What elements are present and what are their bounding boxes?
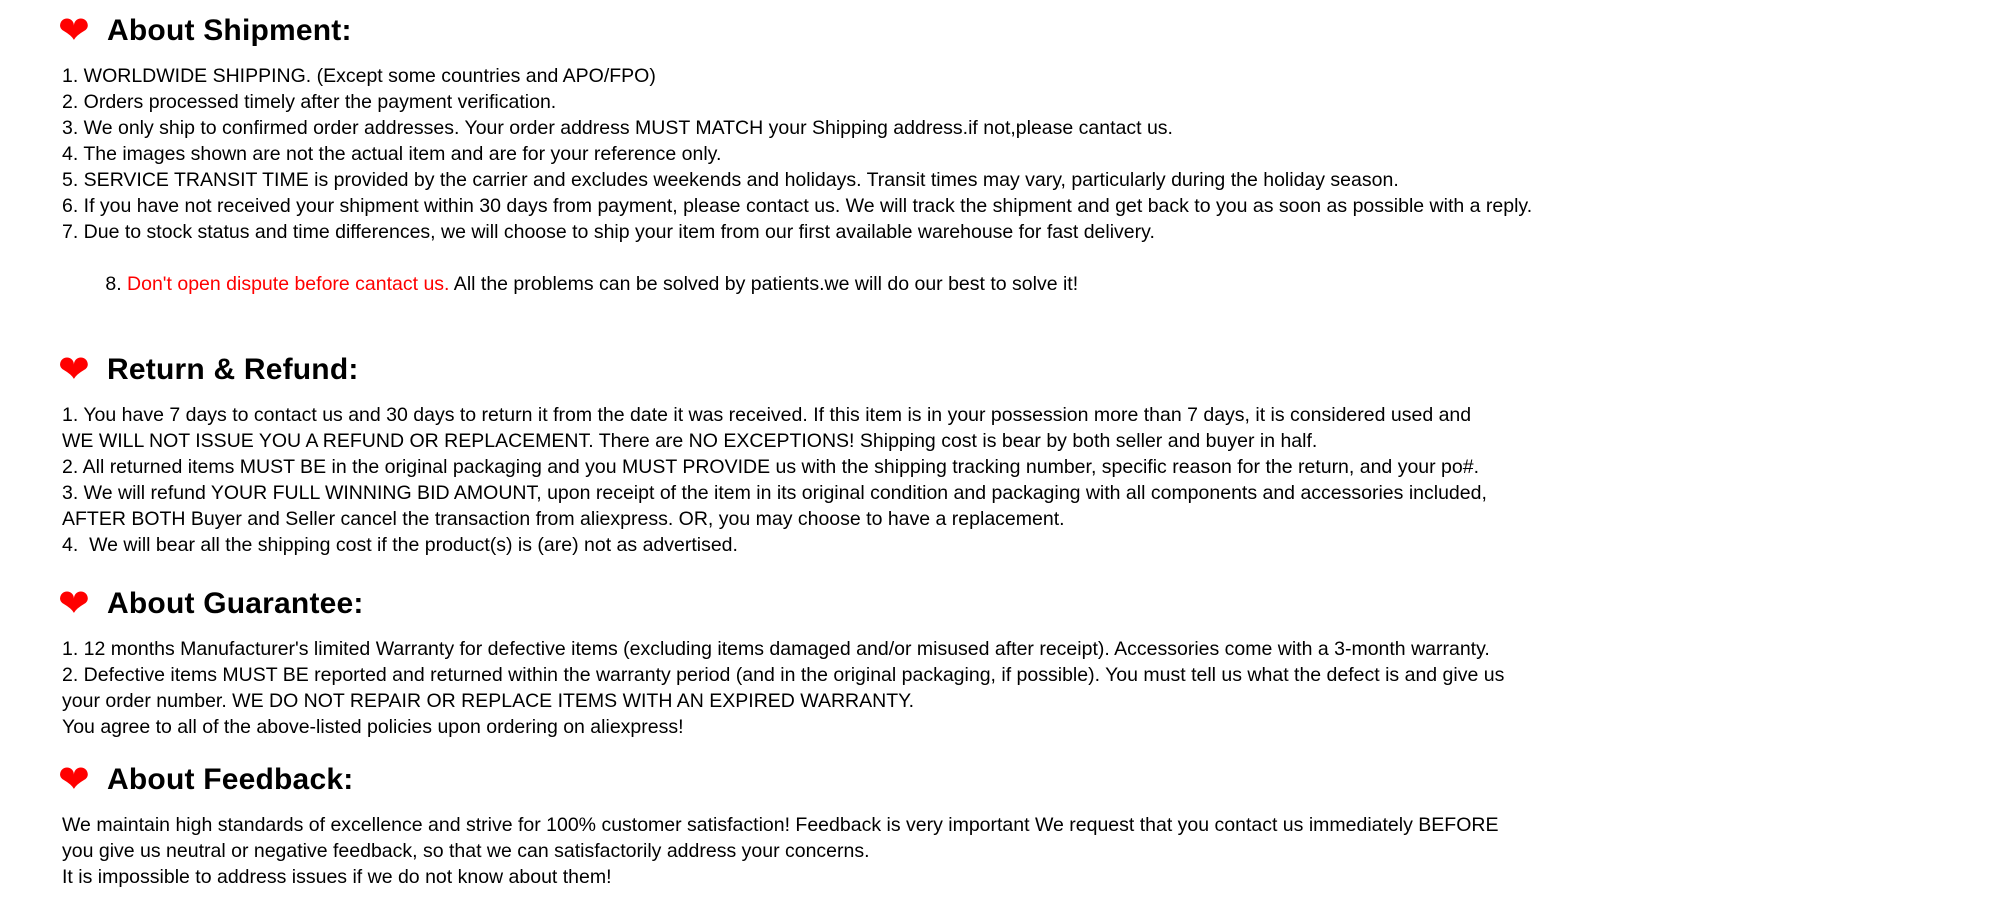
policy-line: 4. The images shown are not the actual item and are for your reference only. bbox=[62, 143, 722, 165]
heart-icon: ❤ bbox=[58, 8, 91, 52]
policy-line: 6. If you have not received your shipment within 30 days from payment, please contact us. We will track the shipment and get back to you as soon as possible with a reply. bbox=[62, 195, 1533, 217]
section-about-feedback bbox=[58, 757, 2000, 890]
policy-line: 2. Defective items MUST BE reported and returned within the warranty period (and in the original packaging, if possible). You must tell us what the defect is and give us bbox=[62, 664, 1505, 686]
policy-line-dispute-warning bbox=[62, 245, 2000, 323]
section-heading-guarantee bbox=[58, 581, 2000, 625]
policy-line: you give us neutral or negative feedback, so that we can satisfactorily address your concerns. bbox=[62, 840, 870, 862]
policy-line: 3. We will refund YOUR FULL WINNING BID AMOUNT, upon receipt of the item in its original condition and packaging with all components and accessories included, bbox=[62, 482, 1487, 504]
policy-line: 2. Orders processed timely after the payment verification. bbox=[62, 91, 557, 113]
policy-line: 5. SERVICE TRANSIT TIME is provided by the carrier and excludes weekends and holidays. Transit times may vary, particularly during the holiday season. bbox=[62, 169, 1399, 191]
policy-line: 1. WORLDWIDE SHIPPING. (Except some countries and APO/FPO) bbox=[62, 65, 656, 87]
policy-line: 4. We will bear all the shipping cost if the product(s) is (are) not as advertised. bbox=[62, 534, 738, 556]
section-about-guarantee bbox=[58, 581, 2000, 740]
policy-line: It is impossible to address issues if we do not know about them! bbox=[62, 866, 612, 888]
section-heading-shipment bbox=[58, 8, 2000, 52]
section-title: About Shipment: bbox=[107, 14, 352, 47]
section-title: Return & Refund: bbox=[107, 353, 359, 386]
feedback-lines bbox=[62, 812, 2000, 890]
shipment-lines bbox=[62, 63, 2000, 323]
dispute-warning-black-text: All the problems can be solved by patients.we will do our best to solve it! bbox=[449, 273, 1079, 295]
section-about-shipment bbox=[58, 8, 2000, 323]
heart-icon: ❤ bbox=[58, 347, 91, 391]
policy-line: your order number. WE DO NOT REPAIR OR REPLACE ITEMS WITH AN EXPIRED WARRANTY. bbox=[62, 690, 915, 712]
heart-icon: ❤ bbox=[58, 757, 91, 801]
line-number: 8. bbox=[105, 273, 128, 295]
policy-line: AFTER BOTH Buyer and Seller cancel the transaction from aliexpress. OR, you may choose to have a replacement. bbox=[62, 508, 1065, 530]
policy-line: 1. 12 months Manufacturer's limited Warranty for defective items (excluding items damaged and/or misused after receipt). Accessories come with a 3-month warranty. bbox=[62, 638, 1490, 660]
return-refund-lines bbox=[62, 402, 2000, 558]
guarantee-lines bbox=[62, 636, 2000, 740]
section-return-refund bbox=[58, 347, 2000, 558]
policy-line: We maintain high standards of excellence and strive for 100% customer satisfaction! Feedback is very important We request that you contact us immediately BEFORE bbox=[62, 814, 1499, 836]
dispute-warning-red-text: Don't open dispute before cantact us. bbox=[127, 273, 450, 295]
policy-line: 3. We only ship to confirmed order addresses. Your order address MUST MATCH your Shipping address.if not,please cantact us. bbox=[62, 117, 1173, 139]
policy-line: 2. All returned items MUST BE in the original packaging and you MUST PROVIDE us with the shipping tracking number, specific reason for the return, and your po#. bbox=[62, 456, 1479, 478]
heart-icon: ❤ bbox=[58, 581, 91, 625]
section-title: About Feedback: bbox=[107, 763, 354, 796]
policy-line: WE WILL NOT ISSUE YOU A REFUND OR REPLACEMENT. There are NO EXCEPTIONS! Shipping cost is bear by both seller and buyer in half. bbox=[62, 430, 1318, 452]
section-title: About Guarantee: bbox=[107, 587, 364, 620]
section-heading-feedback bbox=[58, 757, 2000, 801]
section-heading-return bbox=[58, 347, 2000, 391]
policy-line: 1. You have 7 days to contact us and 30 days to return it from the date it was received. If this item is in your possession more than 7 days, it is considered used and bbox=[62, 404, 1472, 426]
policy-line: You agree to all of the above-listed policies upon ordering on aliexpress! bbox=[62, 716, 684, 738]
policy-line: 7. Due to stock status and time differences, we will choose to ship your item from our first available warehouse for fast delivery. bbox=[62, 221, 1155, 243]
